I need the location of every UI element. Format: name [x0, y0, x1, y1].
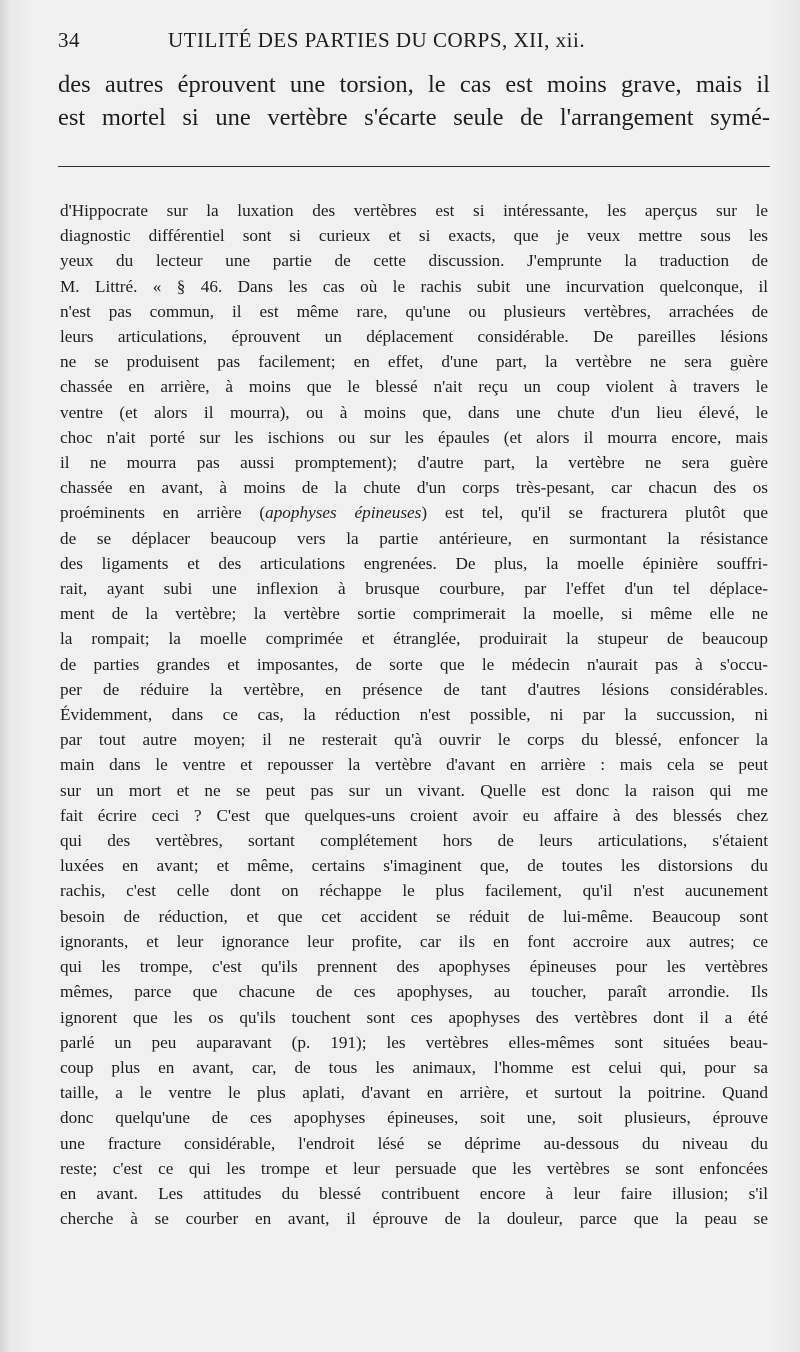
footnote-line: luxées en avant; et même, certains s'imaginent que, de toutes les distorsions du	[60, 856, 768, 876]
footnote-line: ment de la vertèbre; la vertèbre sortie comprimerait la moelle, si même elle ne	[60, 604, 768, 624]
footnote-line: qui des vertèbres, sortant complétement hors de leurs articulations, s'étaient	[60, 831, 768, 851]
footnote-line: parlé un peu auparavant (p. 191); les vertèbres elles-mêmes sont situées beau-	[60, 1032, 768, 1052]
footnote-line: yeux du lecteur une partie de cette discussion. J'emprunte la traduction de	[60, 251, 768, 271]
footnote-line: mêmes, parce que chacune de ces apophyses, au toucher, paraît arrondie. Ils	[60, 982, 768, 1002]
footnote-line: en avant. Les attitudes du blessé contribuent encore à leur faire illusion; s'il	[60, 1183, 768, 1203]
footnote-line: taille, a le ventre le plus aplati, d'avant en arrière, et surtout la poitrine. Quand	[60, 1083, 768, 1103]
main-text-line: des autres éprouvent une torsion, le cas est moins grave, mais il	[58, 71, 770, 98]
footnote-line: donc quelqu'une de ces apophyses épineuses, soit une, soit plusieurs, éprouve	[60, 1108, 768, 1128]
footnote-line: ne se produisent pas facilement; en effet, d'une part, la vertèbre ne sera guère	[60, 352, 768, 372]
footnote-line: ignorent que les os qu'ils touchent sont ces apophyses des vertèbres dont il a été	[60, 1007, 768, 1027]
page-header	[58, 28, 758, 58]
footnote-line: ventre (et alors il mourra), ou à moins que, dans une chute d'un lieu élevé, le	[60, 402, 768, 422]
footnote-line: ignorants, et leur ignorance leur profite, car ils en font accroire aux autres; ce	[60, 931, 768, 951]
footnote-line: reste; c'est ce qui les trompe et leur persuade que les vertèbres se sont enfoncées	[60, 1158, 768, 1178]
footnote-line: choc n'ait porté sur les ischions ou sur les épaules (et alors il mourra encore, mais	[60, 427, 768, 447]
footnote-line: rait, ayant subi une inflexion à brusque courbure, par l'effet d'un tel déplace-	[60, 579, 768, 599]
footnote-line: M. Littré. « § 46. Dans les cas où le rachis subit une incurvation quelconque, il	[60, 276, 768, 296]
footnote-line: per de réduire la vertèbre, en présence de tant d'autres lésions considérables.	[60, 679, 768, 699]
footnote-line: une fracture considérable, l'endroit lésé se déprime au-dessous du niveau du	[60, 1133, 768, 1153]
footnote-line: chassée en arrière, à moins que le blessé n'ait reçu un coup violent à travers le	[60, 377, 768, 397]
page-number: 34	[58, 28, 80, 52]
footnote-line: la rompait; la moelle comprimée et étranglée, produirait la stupeur de beaucoup	[60, 629, 768, 649]
footnote-line: coup plus en avant, car, de tous les animaux, l'homme est celui qui, pour sa	[60, 1057, 768, 1077]
footnote-line: n'est pas commun, il est même rare, qu'une ou plusieurs vertèbres, arrachées de	[60, 301, 768, 321]
footnote-line: des ligaments et des articulations engrenées. De plus, la moelle épinière souffri-	[60, 553, 768, 573]
footnote-line: fait écrire ceci ? C'est que quelques-uns croient avoir eu affaire à des blessés chez	[60, 805, 768, 825]
footnote-line: il ne mourra pas aussi promptement); d'autre part, la vertèbre ne sera guère	[60, 453, 768, 473]
footnote-line: Évidemment, dans ce cas, la réduction n'est possible, ni par la succussion, ni	[60, 705, 768, 725]
footnote-line: diagnostic différentiel sont si curieux et si exacts, que je veux mettre sous les	[60, 226, 768, 246]
footnote-line: rachis, c'est celle dont on réchappe le plus facilement, qu'il n'est aucunement	[60, 881, 768, 901]
running-title: UTILITÉ DES PARTIES DU CORPS, XII, xii.	[168, 28, 586, 52]
main-text	[58, 68, 770, 134]
footnote-line: qui les trompe, c'est qu'ils prennent des apophyses épineuses pour les vertèbres	[60, 957, 768, 977]
footnote-line: cherche à se courber en avant, il éprouve de la douleur, parce que la peau se	[60, 1209, 768, 1229]
page-gutter-shadow	[0, 0, 10, 1352]
footnote-line: leurs articulations, éprouvent un déplacement considérable. De pareilles lésions	[60, 327, 768, 347]
footnote-line: proéminents en arrière (apophyses épineuses) est tel, qu'il se fracturera plutôt que	[60, 503, 768, 523]
footnote-line: main dans le ventre et repousser la vertèbre d'avant en arrière : mais cela se peut	[60, 755, 768, 775]
footnote-line: sur un mort et ne se peut pas sur un vivant. Quelle est donc la raison qui me	[60, 780, 768, 800]
footnote-line: de se déplacer beaucoup vers la partie antérieure, en surmontant la résistance	[60, 528, 768, 548]
footnote	[60, 198, 768, 1231]
footnote-line: besoin de réduction, et que cet accident se réduit de lui-même. Beaucoup sont	[60, 906, 768, 926]
main-text-line: est mortel si une vertèbre s'écarte seule de l'arrangement symé-	[58, 104, 770, 131]
footnote-line: d'Hippocrate sur la luxation des vertèbres est si intéressante, les aperçus sur le	[60, 201, 768, 220]
footnote-line: chassée en avant, à moins de la chute d'un corps très-pesant, car chacun des os	[60, 478, 768, 498]
footnote-separator	[58, 166, 770, 167]
footnote-line: par tout autre moyen; il ne resterait qu'à ouvrir le corps du blessé, enfoncer la	[60, 730, 768, 750]
footnote-line: de parties grandes et imposantes, de sorte que le médecin n'aurait pas à s'occu-	[60, 654, 768, 674]
